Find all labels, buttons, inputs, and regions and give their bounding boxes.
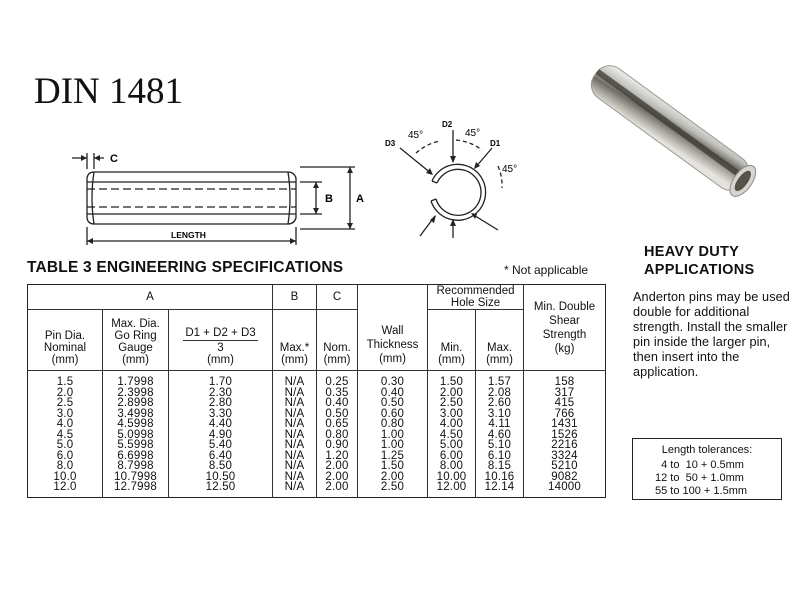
table-cell: 317: [554, 386, 575, 399]
table-cell: 1.20: [325, 449, 349, 462]
pin-side-view-drawing: [60, 145, 380, 250]
table-cell: 8.7998: [117, 460, 154, 472]
table-data-row: [28, 371, 606, 498]
d-formula-unit: (mm): [207, 354, 234, 366]
table-cell: 0.25: [325, 376, 349, 388]
table-cell: 10.00: [436, 470, 467, 483]
table-cell: 1.57: [487, 376, 512, 388]
length-dimension-label: LENGTH: [171, 230, 206, 240]
table-cell: 4.90: [208, 428, 233, 441]
table-cell: 0.35: [325, 386, 349, 399]
table-cell: 1.7998: [117, 376, 154, 388]
table-cell: 1.25: [380, 449, 405, 462]
table-cell: 4.50: [439, 428, 464, 441]
table-cell: 1.00: [380, 439, 405, 451]
group-b-header: B: [273, 285, 317, 310]
table-cell: 12.00: [436, 481, 467, 493]
wall-thickness-header: Wall Thickness (mm): [358, 285, 428, 371]
table-cell: 5.00: [439, 439, 464, 451]
wall-thickness-column: [358, 371, 428, 498]
table-cell: 2.00: [439, 386, 464, 399]
table-cell: 4.5: [56, 428, 74, 441]
table-cell: 1.50: [439, 376, 464, 388]
length-tolerances-title: Length tolerances:: [661, 444, 753, 456]
table-cell: 4.0: [56, 418, 74, 430]
table-cell: 6.40: [208, 449, 233, 462]
tolerance-row: 55 to 100 + 1.5mm: [655, 485, 748, 497]
table-cell: 12.0: [53, 481, 77, 493]
heavy-duty-description: Anderton pins may be used double for additional strength. Install the smaller pin inside the larger pin, then insert into the application.: [633, 290, 790, 379]
table-cell: 4.40: [208, 418, 233, 430]
d-average-header: [169, 310, 273, 371]
table-cell: 1.5: [56, 376, 74, 388]
table-cell: 4.11: [488, 418, 511, 430]
table-cell: 0.65: [325, 418, 349, 430]
table-cell: 6.0: [56, 449, 74, 462]
table-cell: 14000: [548, 481, 581, 493]
min-double-shear-header: Min. Double Shear Strength (kg): [524, 285, 606, 371]
table-cell: 8.00: [439, 460, 464, 472]
table-cell: 2.5: [56, 397, 74, 409]
table-cell: 5.0998: [117, 428, 154, 441]
hole-min-header: Min. (mm): [428, 310, 476, 371]
table-cell: 6.00: [439, 449, 464, 462]
table-cell: 2.80: [208, 397, 233, 409]
table-cell: 3.4998: [117, 407, 154, 420]
table-cell: 0.60: [380, 407, 405, 420]
group-c-header: C: [317, 285, 358, 310]
table-cell: 0.90: [325, 439, 349, 451]
table-cell: N/A: [284, 397, 305, 409]
table-cell: 1526: [551, 428, 578, 441]
table-cell: N/A: [284, 428, 305, 441]
d-formula-numerator: D1 + D2 + D3: [185, 327, 256, 339]
table-cell: 2.3998: [117, 386, 154, 399]
d-average-column: [169, 371, 273, 498]
table-cell: 2.00: [325, 470, 349, 483]
table-cell: 2.50: [439, 397, 464, 409]
c-dimension-label: C: [110, 153, 118, 165]
table-cell: 0.30: [380, 376, 405, 388]
table-cell: 12.7998: [114, 481, 157, 493]
recommended-hole-size-header: Recommended Hole Size: [428, 285, 524, 310]
table-cell: 10.50: [205, 470, 236, 483]
table-cell: 6.10: [487, 449, 512, 462]
table-cell: 3.00: [439, 407, 464, 420]
max-dia-header: Max. Dia. Go Ring Gauge (mm): [103, 310, 169, 371]
table-cell: 4.60: [487, 428, 512, 441]
heavy-duty-title-line1: HEAVY DUTY: [644, 244, 740, 260]
table-cell: 10.7998: [114, 470, 157, 483]
table-cell: 5.40: [208, 439, 233, 451]
table-cell: 4.5998: [117, 418, 154, 430]
hole-min-column: [428, 371, 476, 498]
table-cell: 2216: [551, 439, 578, 451]
table-cell: 0.80: [325, 428, 349, 441]
table-cell: N/A: [284, 470, 305, 483]
spring-pin-photo: [570, 48, 770, 208]
length-tolerances-box: [632, 438, 782, 500]
table-cell: 1.00: [380, 428, 405, 441]
table-cell: 0.50: [380, 397, 405, 409]
hole-max-header: Max. (mm): [476, 310, 524, 371]
table-cell: 415: [554, 397, 575, 409]
table-cell: 6.6998: [117, 449, 154, 462]
table-cell: 3.10: [487, 407, 512, 420]
b-max-column: [273, 371, 317, 498]
d2-label: D2: [442, 120, 453, 129]
d3-label: D3: [385, 139, 396, 148]
table-cell: N/A: [284, 376, 305, 388]
b-max-header: Max.* (mm): [273, 310, 317, 371]
table-cell: 1431: [551, 418, 578, 430]
pin-cross-section-drawing: [380, 118, 540, 243]
angle-label-left: 45°: [408, 130, 424, 141]
table-cell: 10.16: [484, 470, 515, 483]
table-cell: 1.70: [208, 376, 233, 388]
pin-dia-header: Pin Dia. Nominal (mm): [28, 310, 103, 371]
table-cell: 8.0: [56, 460, 74, 472]
table-cell: 2.00: [380, 470, 405, 483]
tolerance-row: 4 to 10 + 0.5mm: [655, 459, 744, 471]
pin-dia-column: [28, 371, 103, 498]
table-cell: N/A: [284, 460, 305, 472]
table-cell: 2.0: [56, 386, 74, 399]
table-cell: 2.8998: [117, 397, 154, 409]
document-title: DIN 1481: [34, 71, 184, 112]
table-cell: 8.50: [208, 460, 233, 472]
table-cell: N/A: [284, 449, 305, 462]
table-cell: 0.40: [325, 397, 349, 409]
not-applicable-note: * Not applicable: [504, 263, 589, 277]
table-cell: 5.10: [487, 439, 512, 451]
table-cell: 2.08: [487, 386, 512, 399]
table-cell: 9082: [551, 470, 578, 483]
table-cell: 3.30: [208, 407, 233, 420]
table-cell: N/A: [284, 418, 305, 430]
table-cell: 2.30: [208, 386, 233, 399]
group-a-header: A: [28, 285, 273, 310]
table-cell: 0.80: [380, 418, 405, 430]
angle-label-top: 45°: [465, 128, 481, 139]
table-cell: 2.00: [325, 460, 349, 472]
shear-strength-column: [524, 371, 606, 498]
max-dia-column: [103, 371, 169, 498]
table-cell: 766: [554, 407, 575, 420]
table-cell: N/A: [284, 481, 305, 493]
table-cell: N/A: [284, 386, 305, 399]
table-cell: 0.50: [325, 407, 349, 420]
table-cell: 5210: [551, 460, 578, 472]
table-cell: 0.40: [380, 386, 405, 399]
table-cell: N/A: [284, 439, 305, 451]
d1-label: D1: [490, 139, 501, 148]
table-cell: 3324: [551, 449, 578, 462]
heavy-duty-title-line2: APPLICATIONS: [644, 262, 755, 278]
engineering-specifications-table: [27, 284, 606, 498]
table-cell: 4.00: [439, 418, 464, 430]
table-cell: 12.50: [205, 481, 236, 493]
table-cell: 10.0: [53, 470, 77, 483]
table-cell: 12.14: [484, 481, 515, 493]
table-cell: 5.5998: [117, 439, 154, 451]
table-heading: TABLE 3 ENGINEERING SPECIFICATIONS: [27, 259, 344, 276]
b-dimension-label: B: [325, 193, 333, 205]
table-cell: N/A: [284, 407, 305, 420]
angle-label-right: 45°: [502, 164, 518, 175]
hole-max-column: [476, 371, 524, 498]
d-formula-denominator: 3: [217, 342, 224, 354]
c-nom-column: [317, 371, 358, 498]
table-cell: 3.0: [56, 407, 74, 420]
table-cell: 8.15: [487, 460, 512, 472]
table-cell: 2.50: [380, 481, 405, 493]
table-cell: 2.60: [487, 397, 512, 409]
a-dimension-label: A: [356, 193, 364, 205]
tolerance-row: 12 to 50 + 1.0mm: [655, 472, 744, 484]
table-cell: 2.00: [325, 481, 349, 493]
table-cell: 1.50: [380, 460, 405, 472]
c-nom-header: Nom. (mm): [317, 310, 358, 371]
table-cell: 5.0: [56, 439, 74, 451]
heavy-duty-title: [644, 243, 754, 279]
table-cell: 158: [554, 376, 575, 388]
